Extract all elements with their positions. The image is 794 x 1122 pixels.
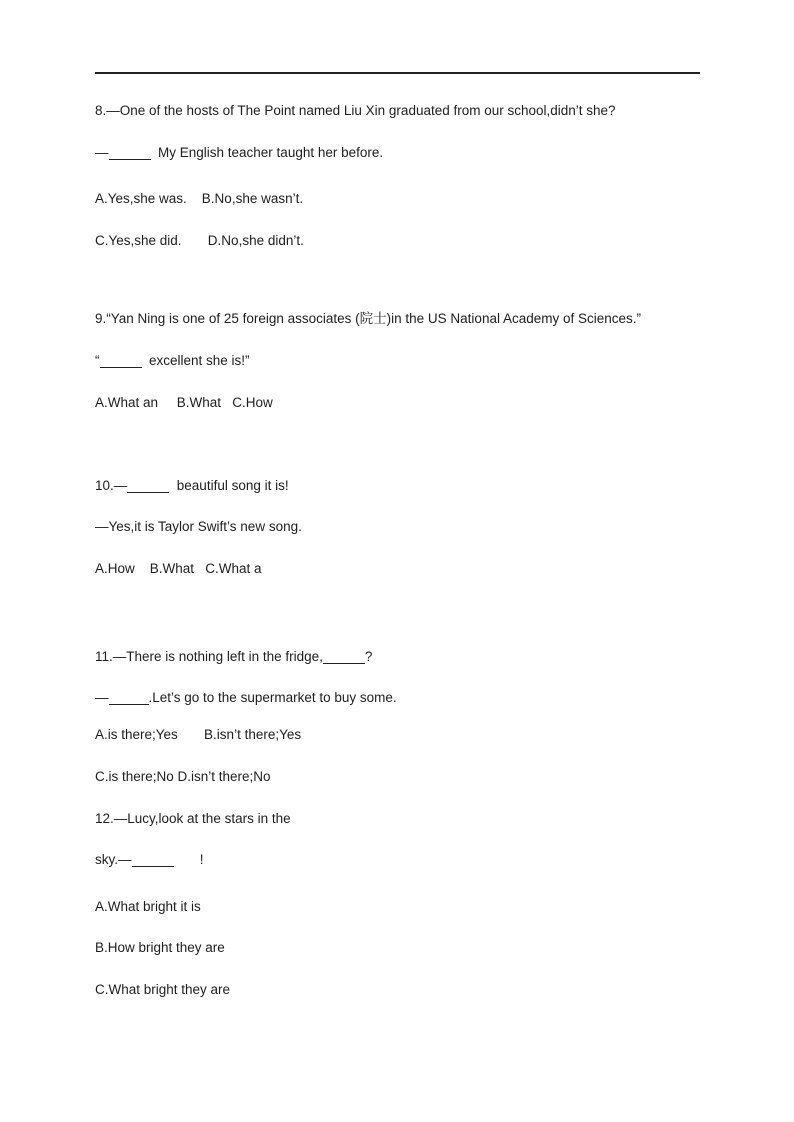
q9-answer-blank[interactable] xyxy=(100,353,142,368)
q12-stem: 12.—Lucy,look at the stars in the xyxy=(95,811,291,826)
q12-option-a: A.What bright it is xyxy=(95,899,201,914)
q11-answer-blank[interactable] xyxy=(109,690,149,705)
q10-answer-blank[interactable] xyxy=(127,478,169,493)
q10-stem-prefix: 10.— xyxy=(95,478,128,493)
q9-stem: 9.“Yan Ning is one of 25 foreign associates (院士)in the US National Academy of Sciences.” xyxy=(95,311,642,326)
q9-reply-suffix: excellent she is!” xyxy=(141,353,250,368)
q12-reply-suffix: ! xyxy=(173,852,204,867)
q10-stem xyxy=(95,477,289,495)
q11-reply-suffix: .Let’s go to the supermarket to buy some. xyxy=(148,690,397,705)
q12-option-c: C.What bright they are xyxy=(95,982,231,997)
q11-reply xyxy=(95,689,397,707)
q11-stem xyxy=(95,648,372,666)
q8-options-cd: C.Yes,she did. D.No,she didn’t. xyxy=(95,233,304,248)
q9-reply-prefix: “ xyxy=(95,353,100,368)
q12-answer-blank[interactable] xyxy=(132,852,174,867)
q11-stem-prefix: 11.—There is nothing left in the fridge, xyxy=(95,649,323,664)
q10-stem-suffix: beautiful song it is! xyxy=(169,478,289,493)
q11-reply-prefix: — xyxy=(95,690,109,705)
q8-reply xyxy=(95,144,383,162)
q8-answer-blank[interactable] xyxy=(109,145,151,160)
q11-stem-suffix: ? xyxy=(364,649,373,664)
q11-options-cd: C.is there;No D.isn’t there;No xyxy=(95,769,271,784)
q12-reply xyxy=(95,851,204,869)
q10-reply: —Yes,it is Taylor Swift’s new song. xyxy=(95,519,302,534)
q12-reply-prefix: sky.— xyxy=(95,852,132,867)
q8-options-ab: A.Yes,she was. B.No,she wasn’t. xyxy=(95,191,304,206)
q10-options: A.How B.What C.What a xyxy=(95,561,262,576)
q11-options-ab: A.is there;Yes B.isn’t there;Yes xyxy=(95,727,302,742)
header-rule xyxy=(95,72,700,74)
q8-reply-suffix: My English teacher taught her before. xyxy=(150,145,384,160)
q9-options: A.What an B.What C.How xyxy=(95,395,273,410)
q12-option-b: B.How bright they are xyxy=(95,940,225,955)
q8-stem: 8.—One of the hosts of The Point named Liu Xin graduated from our school,didn’t she? xyxy=(95,103,616,118)
q8-reply-prefix: — xyxy=(95,145,109,160)
q9-reply xyxy=(95,352,250,370)
q11-tag-blank[interactable] xyxy=(323,649,365,664)
